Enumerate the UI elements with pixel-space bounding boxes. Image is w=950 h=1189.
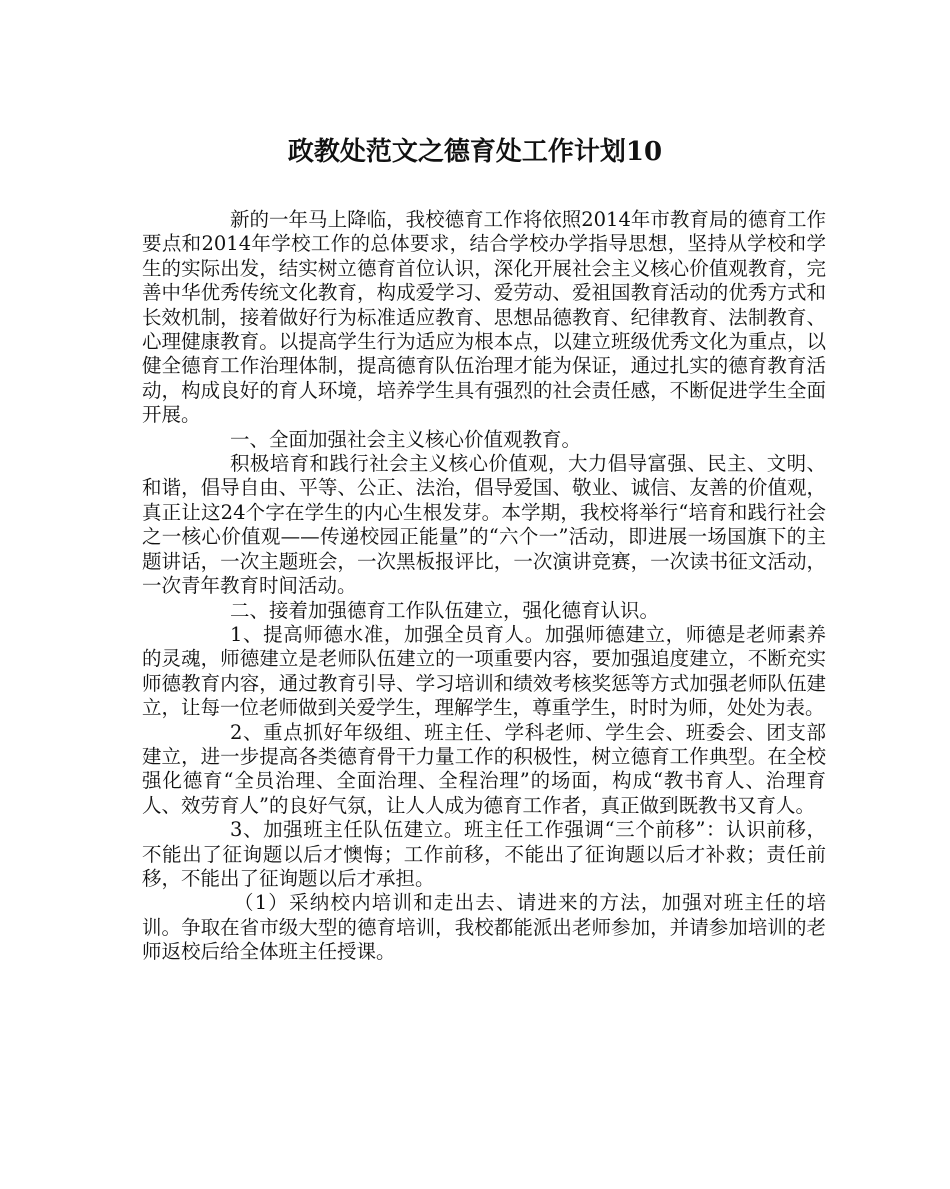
paragraph-subitem-1: （1）采纳校内培训和走出去、请进来的方法，加强对班主任的培训。争取在省市级大型的德育培训，我校都能派出老师参加，并请参加培训的老师返校后给全体班主任授课。	[142, 891, 826, 964]
paragraph-core-values: 积极培育和践行社会主义核心价值观，大力倡导富强、民主、文明、和谐，倡导自由、平等、公正、法治，倡导爱国、敬业、诚信、友善的价值观，真正让这24个字在学生的内心生根发芽。本学期，我校将举行“培育和践行社会之一核心价值观——传递校园正能量”的“六个一”活动，即进展一场国旗下的主题讲话，一次主题班会，一次黑板报评比，一次演讲竞赛，一次读书征文活动，一次青年教育时间活动。	[142, 452, 826, 598]
section-heading-1: 一、全面加强社会主义核心价值观教育。	[230, 427, 582, 451]
section-heading-2: 二、接着加强德育工作队伍建立，强化德育认识。	[230, 598, 660, 622]
document-title: 政教处范文之德育处工作计划10	[287, 137, 663, 167]
paragraph-item-3: 3、加强班主任队伍建立。班主任工作强调“三个前移”：认识前移，不能出了征询题以后才懊悔；工作前移，不能出了征询题以后才补救；责任前移，不能出了征询题以后才承担。	[142, 818, 826, 890]
paragraph-item-1: 1、提高师德水准，加强全员育人。加强师德建立，师德是老师素养的灵魂，师德建立是老师队伍建立的一项重要内容，要加强追度建立，不断充实师德教育内容，通过教育引导、学习培训和绩效考核奖惩等方式加强老师队伍建立，让每一位老师做到关爱学生，理解学生，尊重学生，时时为师，处处为表。	[142, 622, 826, 720]
document-body	[142, 208, 826, 965]
paragraph-item-2: 2、重点抓好年级组、班主任、学科老师、学生会、班委会、团支部建立，进一步提高各类德育骨干力量工作的积极性，树立德育工作典型。在全校强化德育“全员治理、全面治理、全程治理”的场面，构成“教书育人、治理育人、效劳育人”的良好气氛，让人人成为德育工作者，真正做到既教书又育人。	[142, 720, 826, 817]
paragraph-intro: 新的一年马上降临，我校德育工作将依照2014年市教育局的德育工作要点和2014年学校工作的总体要求，结合学校办学指导思想，坚持从学校和学生的实际出发，结实树立德育首位认识，深化开展社会主义核心价值观教育，完善中华优秀传统文化教育，构成爱学习、爱劳动、爱祖国教育活动的优秀方式和长效机制，接着做好行为标准适应教育、思想品德教育、纪律教育、法制教育、心理健康教育。以提高学生行为适应为根本点，以建立班级优秀文化为重点，以健全德育工作治理体制，提高德育队伍治理才能为保证，通过扎实的德育教育活动，构成良好的育人环境，培养学生具有强烈的社会责任感，不断促进学生全面开展。	[142, 208, 826, 427]
